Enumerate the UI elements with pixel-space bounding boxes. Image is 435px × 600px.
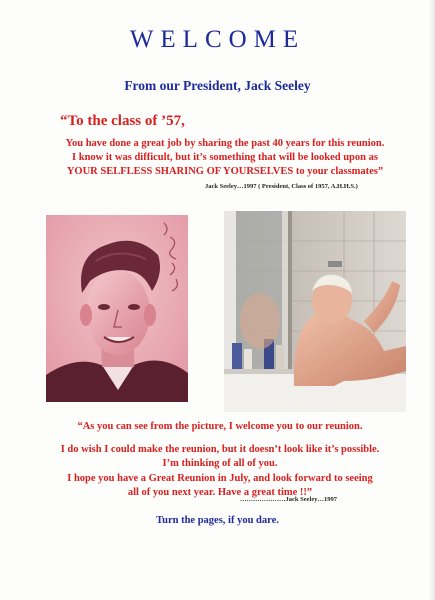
message-line: all of you next year. Have a great time !!” xyxy=(127,487,313,498)
message-paragraph xyxy=(30,420,410,501)
intro-line: I know it was difficult, but it’s something that will be looked upon as xyxy=(72,152,378,163)
intro-line: YOUR SELFLESS SHARING OF YOURSELVES to your classmates” xyxy=(66,166,384,177)
intro-paragraph xyxy=(40,137,410,179)
portrait-photo xyxy=(46,215,188,402)
message-line: I hope you have a Great Reunion in July, and look forward to seeing xyxy=(67,472,373,484)
shower-photo-illustration xyxy=(224,211,406,412)
portrait-photo-illustration xyxy=(46,215,188,402)
message-signature: …………………Jack Seeley…1997 xyxy=(240,496,337,503)
page-subtitle: From our President, Jack Seeley xyxy=(124,78,311,93)
footer-text: Turn the pages, if you dare. xyxy=(156,515,279,526)
message-line: I do wish I could make the reunion, but it doesn’t look like it’s possible. xyxy=(60,443,380,455)
shower-photo xyxy=(224,211,406,412)
message-line: I’m thinking of all of you. xyxy=(162,458,278,469)
message-opening: “As you can see from the picture, I welcome you to our reunion. xyxy=(77,421,363,432)
intro-line: You have done a great job by sharing the past 40 years for this reunion. xyxy=(65,138,385,149)
page-title: WELCOME xyxy=(129,26,306,53)
intro-signature: Jack Seeley…1997 ( President, Class of 1957, A.H.H.S.) xyxy=(205,183,358,190)
intro-salutation: “To the class of ’57, xyxy=(60,113,185,129)
message-spacer xyxy=(30,435,410,443)
